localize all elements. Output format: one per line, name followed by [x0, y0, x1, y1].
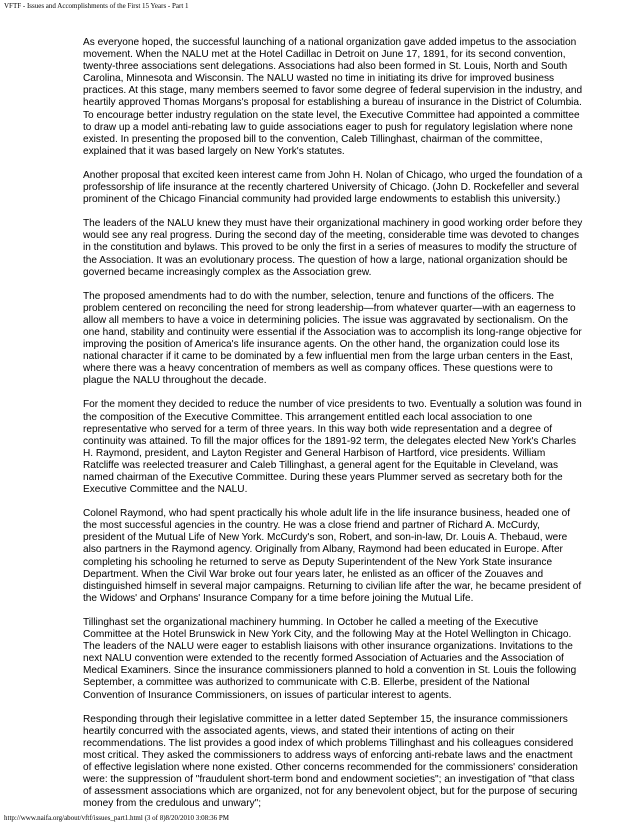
paragraph: The leaders of the NALU knew they must have their organizational machinery in good working order before they would see any real progress. During the second day of the meeting, considerable time was devoted to changes in the constitution and bylaws. This proved to be only the first in a series of measures to modify the structure of the Association. It was an evolutionary process. The question of how a large, national organization should be governed became increasingly complex as the Association grew. [83, 218, 583, 278]
paragraph: The proposed amendments had to do with the number, selection, tenure and functions of the officers. The problem centered on reconciling the need for strong leadership—from whatever quarter—with an eagerness to allow all members to have a voice in determining policies. The issue was aggravated by sectionalism. On the one hand, stability and continuity were essential if the Association was to accomplish its long-range objective for improving the position of America's life insurance agents. On the other hand, the organization could lose its national character if it came to be dominated by a few influential men from the large urban centers in the East, where there was a heavy concentration of members as well as company offices. These questions were to plague the NALU throughout the decade. [83, 290, 582, 387]
paragraph: Another proposal that excited keen interest came from John H. Nolan of Chicago, who urged the foundation of a professorship of life insurance at the recently chartered University of Chicago. (John D. Rockefeller and several prominent of the Chicago Financial community had provided large endowments to establish this university.) [83, 169, 583, 206]
paragraph: Tillinghast set the organizational machinery humming. In October he called a meeting of the Executive Committee at the Hotel Brunswick in New York City, and the following May at the Hotel Wellington in Chicago. The leaders of the NALU were eager to establish liaisons with other insurance organizations. Invitations to the next NALU convention were extended to the recently formed Association of Actuaries and the Association of Medical Examiners. Since the insurance commissioners planned to hold a convention in St. Louis the following September, a committee was authorized to communicate with C.B. Ellerbe, president of the National Convention of Insurance Commissioners, on issues of particular interest to agents. [83, 616, 577, 701]
article-body [83, 37, 583, 822]
paragraph: As everyone hoped, the successful launching of a national organization gave added impetus to the association movement. When the NALU met at the Hotel Cadillac in Detroit on June 17, 1891, for its second convention, twenty-three associations sent delegations. Associations had also been formed in St. Louis, North and South Carolina, Minnesota and Wisconsin. The NALU wasted no time in initiating its drive for improved business practices. At this stage, many members seemed to favor some degree of federal supervision in the industry, and heartily approved Thomas Morgans's proposal for establishing a bureau of insurance in the District of Columbia. To encourage better industry regulation on the state level, the Executive Committee had appointed a committee to draw up a model anti-rebating law to guide associations eager to push for regulatory legislation where none existed. In presenting the proposed bill to the convention, Caleb Tillinghast, chairman of the committee, explained that it was based largely on New York's statutes. [83, 37, 583, 157]
paragraph: For the moment they decided to reduce the number of vice presidents to two. Eventually a solution was found in the composition of the Executive Committee. This arrangement entitled each local association to one representative who served for a term of three years. In this way both wide representation and a degree of continuity was attained. To fill the major offices for the 1891-92 term, the delegates elected New York's Charles H. Raymond, president, and Layton Register and General Harbison of Hartford, vice presidents. William Ratcliffe was reelected treasurer and Caleb Tillinghast, a general agent for the Equitable in Cleveland, was named chairman of the Executive Committee. During these years Plummer served as secretary both for the Executive Committee and the NALU. [83, 399, 582, 496]
page-header-title: VFTF - Issues and Accomplishments of the First 15 Years - Part 1 [4, 2, 189, 10]
paragraph: Responding through their legislative committee in a letter dated September 15, the insurance commissioners heartily concurred with the associated agents, views, and stated their intentions of acting on their recommendations. The list provides a good index of which problems Tillinghast and his colleagues considered most critical. They asked the commissioners to address ways of enforcing anti-rebate laws and the enactment of effective legislation where none existed. Other concerns recommended for the commissioners' consideration were: the suppression of "fraudulent short-term bond and endowment societies"; an investigation of "that class of assessment associations which are organized, not for any benevolent object, but for the purpose of securing money from the credulous and unwary"; [83, 713, 578, 810]
paragraph: Colonel Raymond, who had spent practically his whole adult life in the life insurance business, headed one of the most successful agencies in the country. He was a close friend and partner of Richard A. McCurdy, president of the Mutual Life of New York. McCurdy's son, Robert, and son-in-law, Dr. Louis A. Thebaud, were also partners in the Raymond agency. Originally from Albany, Raymond had been educated in Europe. After completing his schooling he returned to serve as Deputy Superintendent of the New York State insurance Department. When the Civil War broke out four years later, he enlisted as an officer of the Zouaves and distinguished himself in several major campaigns. Returning to civilian life after the war, he became president of the Widows' and Orphans' Insurance Company for a time before joining the Mutual Life. [83, 508, 582, 604]
page-footer-url: http://www.naifa.org/about/vftf/issues_part1.html (3 of 8)8/20/2010 3:08:36 PM [4, 814, 229, 822]
